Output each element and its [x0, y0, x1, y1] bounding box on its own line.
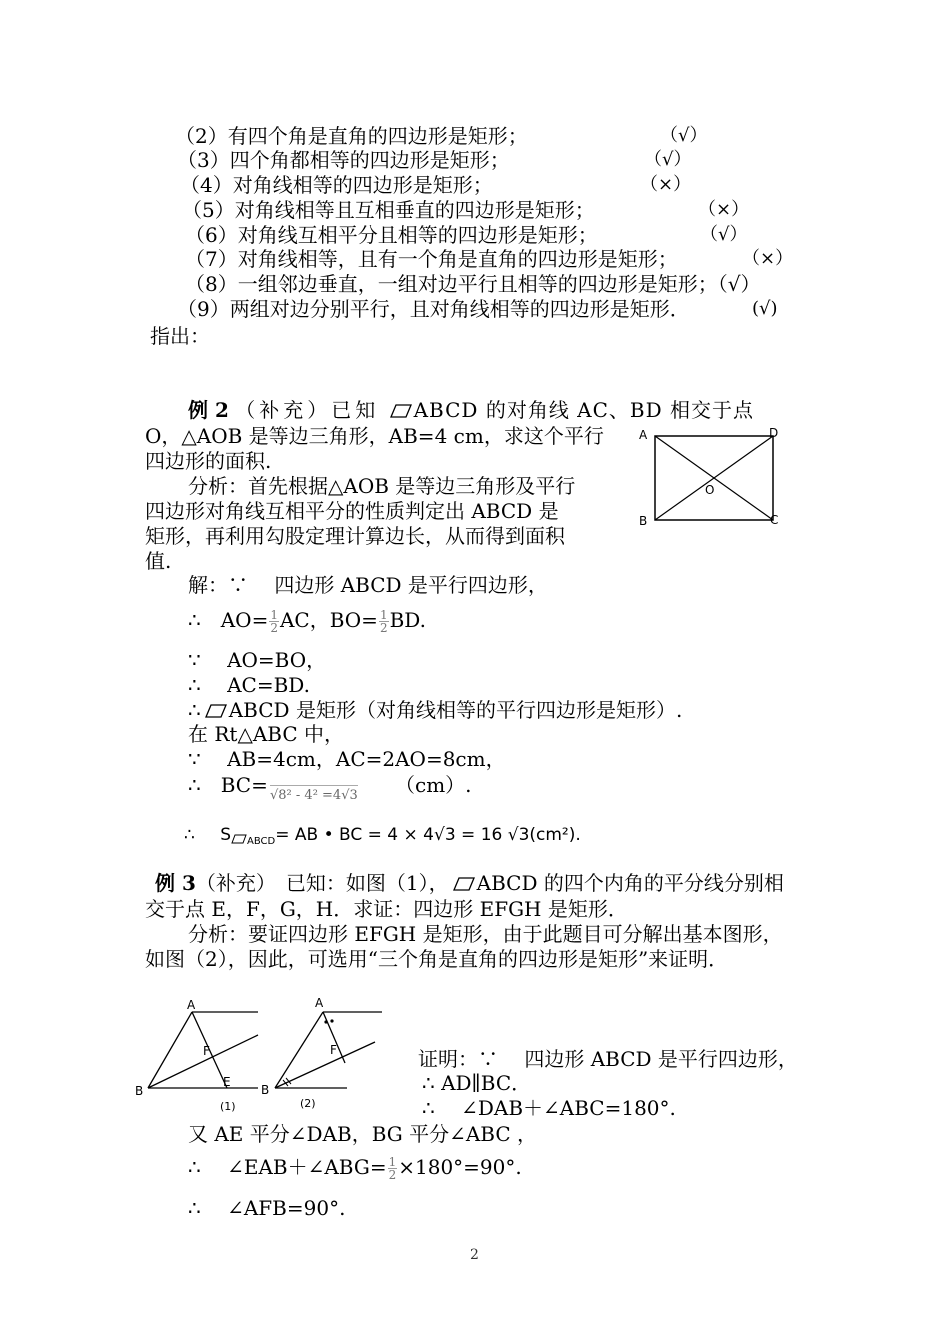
fraction-den-3: 2	[388, 1168, 397, 1182]
judgement-9: （9）两组对边分别平行，且对角线相等的四边形是矩形．	[177, 297, 690, 321]
area-subscript: ABCD	[247, 836, 276, 847]
judgement-3-mark: （√）	[644, 149, 692, 170]
example3-proof3: ∴ ∠DAB＋∠ABC=180°.	[422, 1096, 676, 1120]
judgement-6: （6）对角线互相平分且相等的四边形是矩形；	[185, 223, 598, 247]
example2-label: 例 2	[188, 398, 229, 422]
example3-proof4: 又 AE 平分∠DAB，BG 平分∠ABC ，	[188, 1122, 538, 1146]
angle-bisector-figure-1	[130, 995, 270, 1115]
example3-analysis1: 分析：要证四边形 EFGH 是矩形，由于此题目可分解出基本图形，	[188, 922, 783, 946]
example3-line1b: ABCD 的四个内角的平分线分别相	[476, 871, 784, 895]
fraction-num: 1	[270, 608, 278, 622]
angle-dot	[330, 1019, 333, 1022]
example2-sol1: 解：∵ 四边形 ABCD 是平行四边形，	[188, 573, 548, 597]
fig2-label-a: A	[315, 996, 324, 1010]
page-number: 2	[470, 1247, 479, 1263]
fraction-half-3	[388, 1156, 398, 1181]
example2-line1a: （补充）已知	[235, 398, 380, 422]
example2-sol7: ∵ AB=4cm，AC=2AO=8cm，	[188, 747, 506, 771]
judgement-6-mark: （√）	[700, 224, 748, 245]
example3-proof5	[188, 1155, 522, 1181]
judgement-9-mark: (√)	[752, 298, 778, 319]
area-formula: = AB • BC = 4 × 4√3 = 16 √3(cm²).	[275, 825, 581, 845]
proof5-suffix: ×180°=90°.	[398, 1155, 522, 1179]
parallelogram-icon	[390, 404, 412, 418]
sol8-prefix: ∴ BC=	[188, 773, 268, 797]
label-o: O	[705, 483, 715, 497]
fig1-label-f: F	[203, 1044, 210, 1058]
judgement-4: （4）对角线相等的四边形是矩形；	[180, 173, 493, 197]
example2-sol9	[184, 823, 581, 854]
judgement-2: （2）有四个角是直角的四边形是矩形；	[175, 124, 528, 148]
example2-sol6: 在 Rt△ABC 中，	[188, 722, 345, 746]
label-d: D	[769, 426, 779, 440]
fraction-num-3: 1	[388, 1155, 397, 1169]
example3-proof6: ∴ ∠AFB=90°.	[188, 1196, 346, 1220]
bisector-bg	[148, 1035, 258, 1088]
fig1-label-a: A	[187, 998, 196, 1012]
example3-proof1: 证明：∵ 四边形 ABCD 是平行四边形，	[418, 1047, 798, 1071]
example2-analysis3: 矩形，再利用勾股定理计算边长，从而得到面积	[145, 524, 565, 548]
judgement-5-mark: （×）	[698, 199, 750, 220]
parallelogram-icon	[453, 877, 475, 891]
example2-analysis1: 分析：首先根据△AOB 是等边三角形及平行	[188, 474, 576, 498]
angle-dot	[324, 1020, 327, 1023]
example2-sol3: ∵ AO=BO，	[188, 648, 327, 672]
example3-line1a: （补充） 已知：如图（1），	[195, 871, 449, 895]
judgement-7: （7）对角线相等，且有一个角是直角的四边形是矩形；	[185, 247, 678, 271]
example2-sol2	[188, 608, 426, 634]
judgement-5: （5）对角线相等且互相垂直的四边形是矩形；	[182, 198, 595, 222]
example2-line1	[188, 398, 754, 422]
example2-line1b: ABCD 的对角线 AC、BD 相交于点	[413, 398, 755, 422]
judgement-3: （3）四个角都相等的四边形是矩形；	[177, 148, 510, 172]
label-b: B	[639, 514, 648, 528]
example2-sol5	[188, 698, 682, 722]
fraction-half-2	[379, 609, 389, 634]
proof5-prefix: ∴ ∠EAB＋∠ABG=	[188, 1155, 387, 1179]
example3-proof2: ∴ AD∥BC．	[422, 1071, 532, 1095]
area-symbol: S	[220, 825, 232, 845]
rectangle-abcd-figure	[636, 424, 786, 530]
parallelogram-subscript-icon	[231, 834, 247, 844]
fraction-den: 2	[270, 621, 278, 635]
sol2-mid: AC，BO=	[279, 608, 378, 632]
judgement-7-mark: （×）	[742, 248, 794, 269]
fig1-label-b: B	[135, 1084, 144, 1098]
fraction-den-2: 2	[379, 621, 388, 635]
label-a: A	[639, 428, 648, 442]
sol5-text: ABCD 是矩形（对角线相等的平行四边形是矩形）.	[228, 698, 683, 722]
sol9-prefix: ∴	[184, 825, 195, 845]
example2-line3: 四边形的面积.	[145, 449, 272, 473]
judgement-2-mark: （√）	[660, 125, 708, 146]
example2-line2: O，△AOB 是等边三角形，AB=4 cm，求这个平行	[145, 424, 604, 448]
example3-label: 例 3	[155, 871, 196, 895]
sqrt-formula: √8² - 4² =4√3	[270, 785, 358, 803]
example2-sol8	[188, 773, 268, 797]
fig1-caption: (1)	[220, 1100, 236, 1113]
judgement-4-mark: （×）	[640, 174, 692, 195]
example2-analysis4: 值.	[145, 549, 172, 573]
sol8-suffix: （cm）.	[395, 773, 472, 797]
fig2-caption: (2)	[300, 1097, 316, 1110]
sol5-prefix: ∴	[188, 698, 201, 722]
fraction-num-2: 1	[379, 608, 388, 622]
label-c: C	[770, 513, 779, 527]
example2-analysis2: 四边形对角线互相平分的性质判定出 ABCD 是	[145, 499, 559, 523]
sol2-suffix: BD.	[389, 608, 426, 632]
example3-line2: 交于点 E，F，G，H．求证：四边形 EFGH 是矩形．	[145, 897, 628, 921]
fig1-label-e: E	[223, 1075, 231, 1089]
parallelogram-icon	[205, 704, 227, 718]
example3-line1	[155, 871, 784, 895]
sol2-prefix: ∴ AO=	[188, 608, 269, 632]
fraction-half	[269, 609, 279, 634]
example3-analysis2: 如图（2），因此，可选用“三个角是直角的四边形是矩形”来证明．	[145, 947, 729, 971]
fig2-label-f: F	[330, 1043, 337, 1057]
judgement-8: （8）一组邻边垂直，一组对边平行且相等的四边形是矩形；（√）	[185, 272, 761, 296]
pointout-label: 指出：	[150, 324, 210, 348]
fig2-label-b: B	[261, 1083, 270, 1097]
line-ab	[148, 1012, 192, 1088]
example2-sol4: ∴ AC=BD.	[188, 673, 310, 697]
angle-bisector-figure-2	[255, 990, 390, 1115]
